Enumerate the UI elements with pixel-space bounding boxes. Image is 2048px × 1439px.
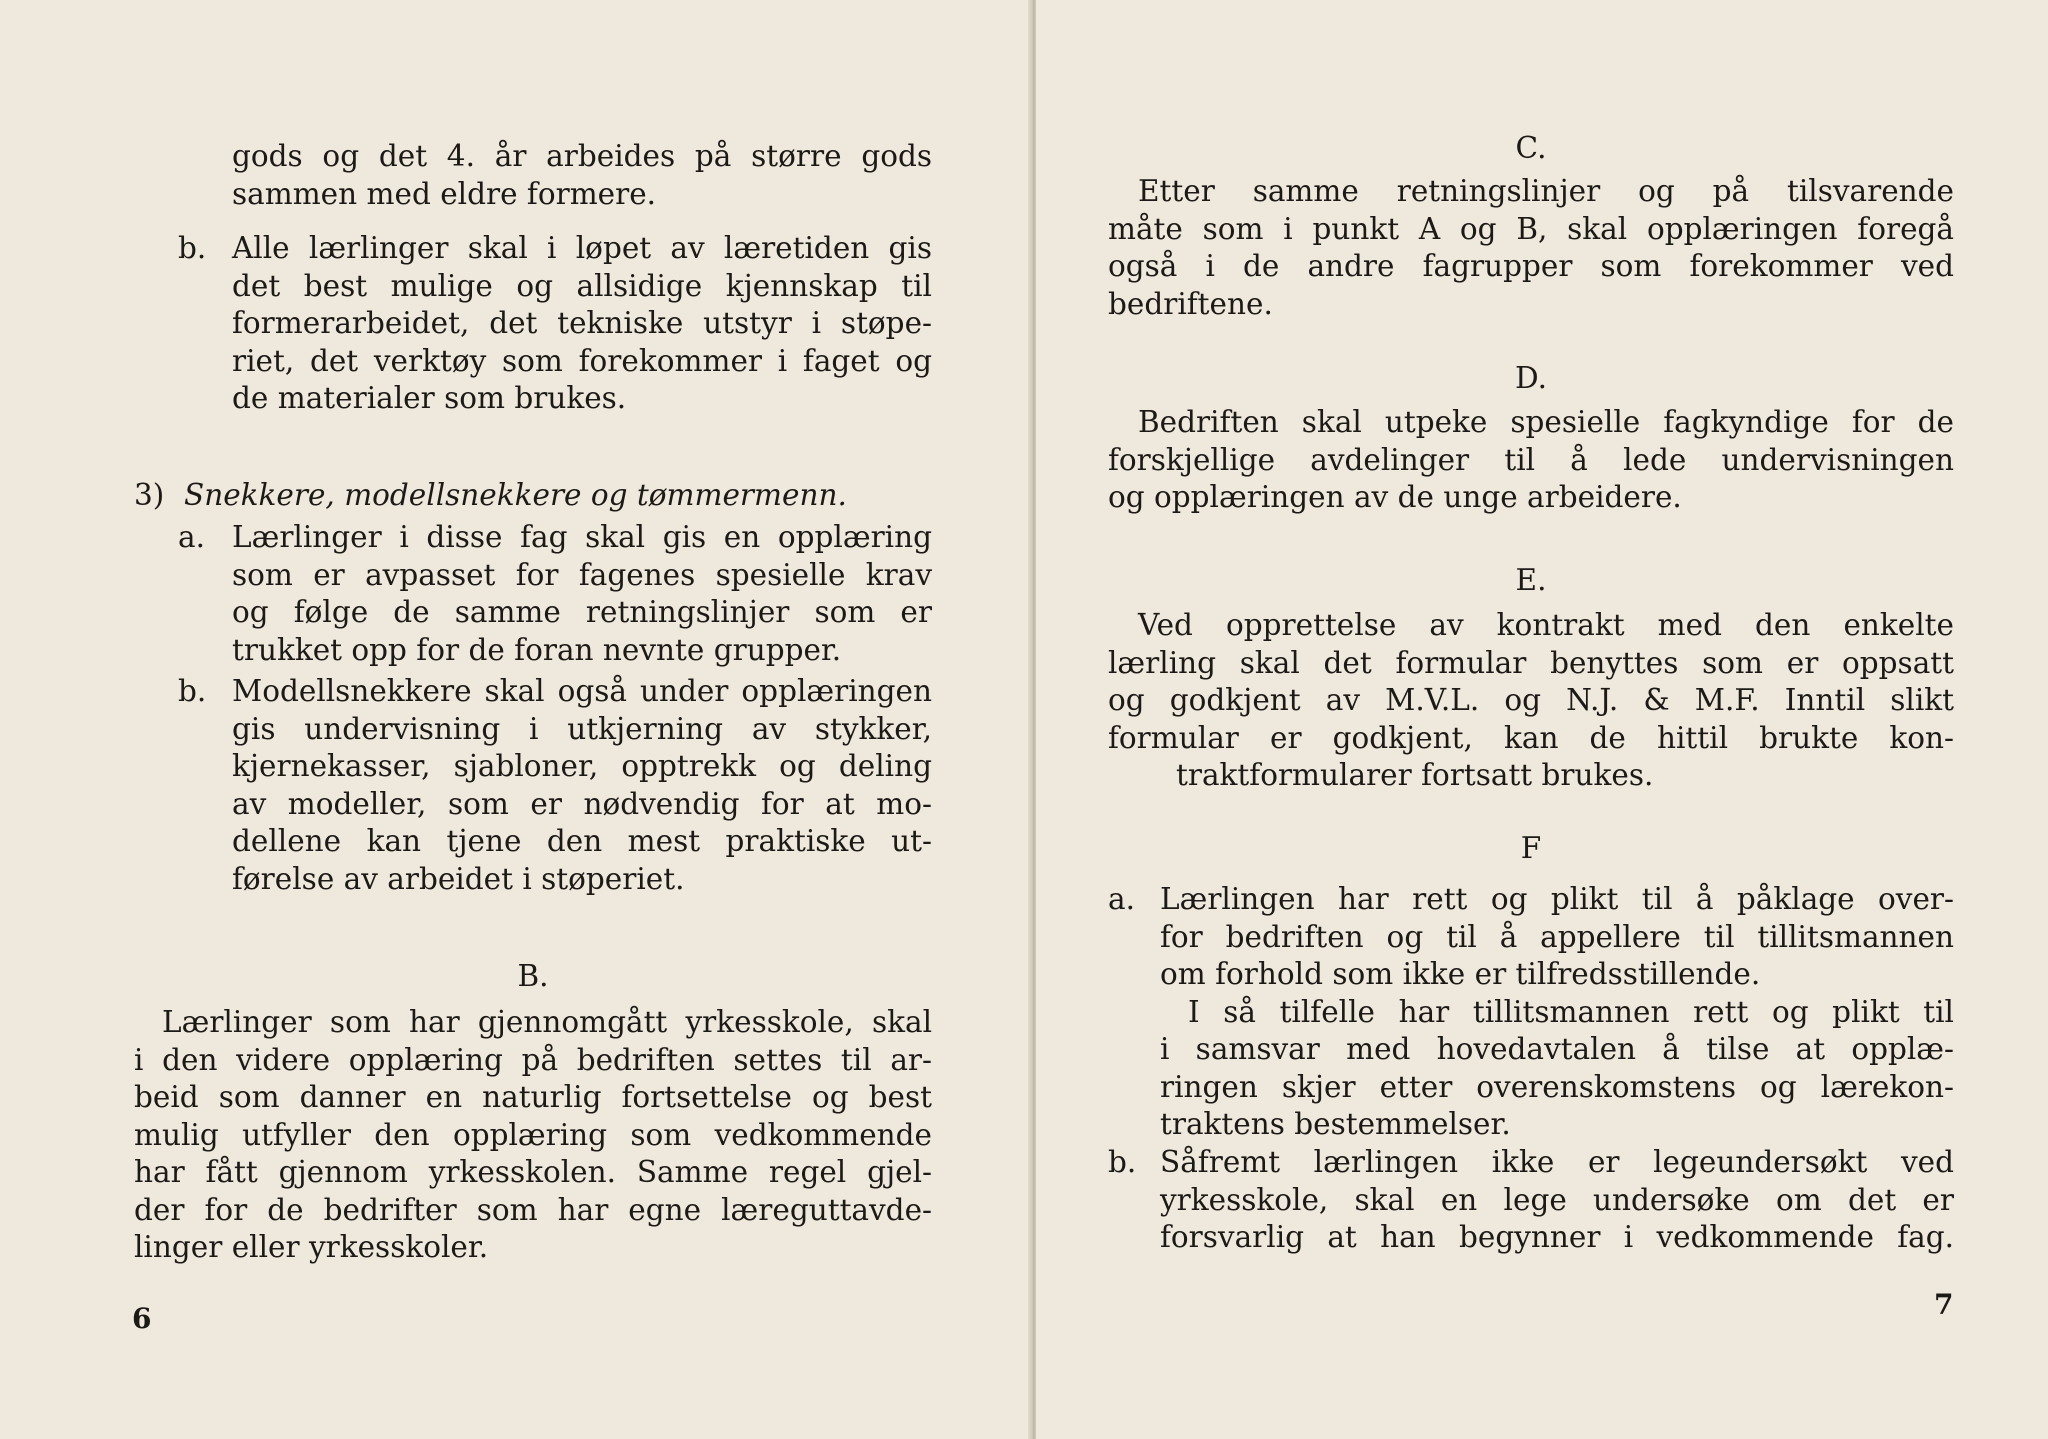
- page-number: 7: [1934, 1288, 1954, 1321]
- text-line: bedriftene.: [1108, 286, 1273, 321]
- text-line: de materialer som brukes.: [232, 381, 627, 415]
- text-line: gis undervisning i utkjerning av stykker,: [232, 711, 932, 746]
- text-line: traktformularer fortsatt brukes.: [1176, 758, 1654, 792]
- text-line: av modeller, som er nødvendig for at mo-: [232, 786, 932, 821]
- text-line: riet, det verktøy som forekommer i faget og: [232, 343, 932, 378]
- text-line: Bedriften skal utpeke spesielle fagkyndige for de: [1138, 405, 1954, 439]
- text-line: og følge de samme retningslinjer som er: [232, 595, 932, 629]
- text-line: i den videre opplæring på bedriften settes til ar-: [134, 1042, 932, 1077]
- text-line: beid som danner en naturlig fortsettelse og best: [134, 1080, 932, 1114]
- text-line: det best mulige og allsidige kjennskap til: [232, 268, 932, 303]
- intro-paragraph: [232, 138, 932, 213]
- section-f-heading: F: [1520, 831, 1542, 865]
- text-line: Ved opprettelse av kontrakt med den enkelte: [1138, 608, 1954, 642]
- text-line: formerarbeidet, det tekniske utstyr i støpe-: [232, 306, 932, 340]
- list-item-fb: [1160, 1144, 1954, 1257]
- text-line: ringen skjer etter overenskomstens og lærekon-: [1160, 1069, 1954, 1104]
- text-line: gods og det 4. år arbeides på større gods: [232, 139, 932, 173]
- list-item-3a: [232, 519, 932, 669]
- text-line: dellene kan tjene den mest praktiske ut-: [232, 824, 932, 858]
- text-line: i samsvar med hovedavtalen å tilse at opplæ-: [1160, 1032, 1954, 1066]
- text-line: måte som i punkt A og B, skal opplæringen foregå: [1108, 211, 1954, 246]
- text-line: kjernekasser, sjabloner, opptrekk og deling: [232, 749, 932, 783]
- section-e-paragraph: [1108, 607, 1954, 795]
- text-line: sammen med eldre formere.: [232, 176, 657, 211]
- text-line: Alle lærlinger skal i løpet av læretiden gis: [232, 231, 932, 265]
- text-line: yrkesskole, skal en lege undersøke om det er: [1160, 1182, 1954, 1217]
- text-line: formular er godkjent, kan de hittil brukte kon-: [1108, 720, 1954, 755]
- text-line: Modellsnekkere skal også under opplæringen: [232, 674, 932, 708]
- text-line: om forhold som ikke er tilfredsstillende.: [1160, 957, 1761, 991]
- section-3-heading: Snekkere, modellsnekkere og tømmermenn.: [184, 478, 847, 512]
- section-c-paragraph: [1108, 173, 1954, 323]
- list-item-3b: [232, 673, 932, 898]
- section-b-heading: B.: [517, 959, 549, 993]
- list-item-fa: [1160, 881, 1954, 1144]
- text-line: forsvarlig at han begynner i vedkommende fag.: [1160, 1220, 1954, 1254]
- list-marker-3a: a.: [178, 520, 205, 554]
- section-c-heading: C.: [1515, 131, 1547, 165]
- text-line: Såfremt lærlingen ikke er legeundersøkt ved: [1160, 1145, 1954, 1179]
- text-line: førelse av arbeidet i støperiet.: [232, 861, 685, 896]
- text-line: for bedriften og til å appellere til tillitsmannen: [1160, 919, 1954, 954]
- section-3-number: 3): [134, 478, 165, 512]
- text-line: og godkjent av M.V.L. og N.J. & M.F. Inntil slikt: [1108, 683, 1954, 717]
- section-e-heading: E.: [1515, 563, 1547, 597]
- text-line: trukket opp for de foran nevnte grupper.: [232, 632, 842, 667]
- list-item-b: [232, 230, 932, 418]
- text-line: der for de bedrifter som har egne læreguttavde-: [134, 1192, 932, 1227]
- text-line: og opplæringen av de unge arbeidere.: [1108, 480, 1682, 514]
- list-marker-fa: a.: [1108, 882, 1135, 916]
- text-line: linger eller yrkesskoler.: [134, 1230, 489, 1264]
- section-b-paragraph: [134, 1004, 932, 1267]
- text-line: mulig utfyller den opplæring som vedkommende: [134, 1117, 932, 1152]
- right-page: [1036, 0, 2048, 1439]
- text-line: Etter samme retningslinjer og på tilsvarende: [1138, 174, 1954, 208]
- text-line: I så tilfelle har tillitsmannen rett og plikt til: [1188, 994, 1954, 1029]
- text-line: Lærlinger i disse fag skal gis en opplæring: [232, 520, 932, 554]
- text-line: som er avpasset for fagenes spesielle krav: [232, 557, 932, 592]
- list-marker-3b: b.: [178, 674, 207, 708]
- page-number: 6: [132, 1302, 152, 1335]
- text-line: traktens bestemmelser.: [1160, 1107, 1511, 1141]
- section-d-heading: D.: [1515, 361, 1547, 395]
- list-marker-fb: b.: [1108, 1145, 1137, 1179]
- text-line: lærling skal det formular benyttes som er oppsatt: [1108, 645, 1954, 680]
- list-marker-b: b.: [178, 231, 207, 265]
- text-line: Lærlingen har rett og plikt til å påklage over-: [1160, 882, 1954, 916]
- text-line: forskjellige avdelinger til å lede undervisningen: [1108, 442, 1954, 477]
- section-d-paragraph: [1108, 404, 1954, 517]
- text-line: Lærlinger som har gjennomgått yrkesskole, skal: [162, 1005, 932, 1039]
- text-line: også i de andre fagrupper som forekommer ved: [1108, 249, 1954, 283]
- text-line: har fått gjennom yrkesskolen. Samme regel gjel-: [134, 1155, 932, 1189]
